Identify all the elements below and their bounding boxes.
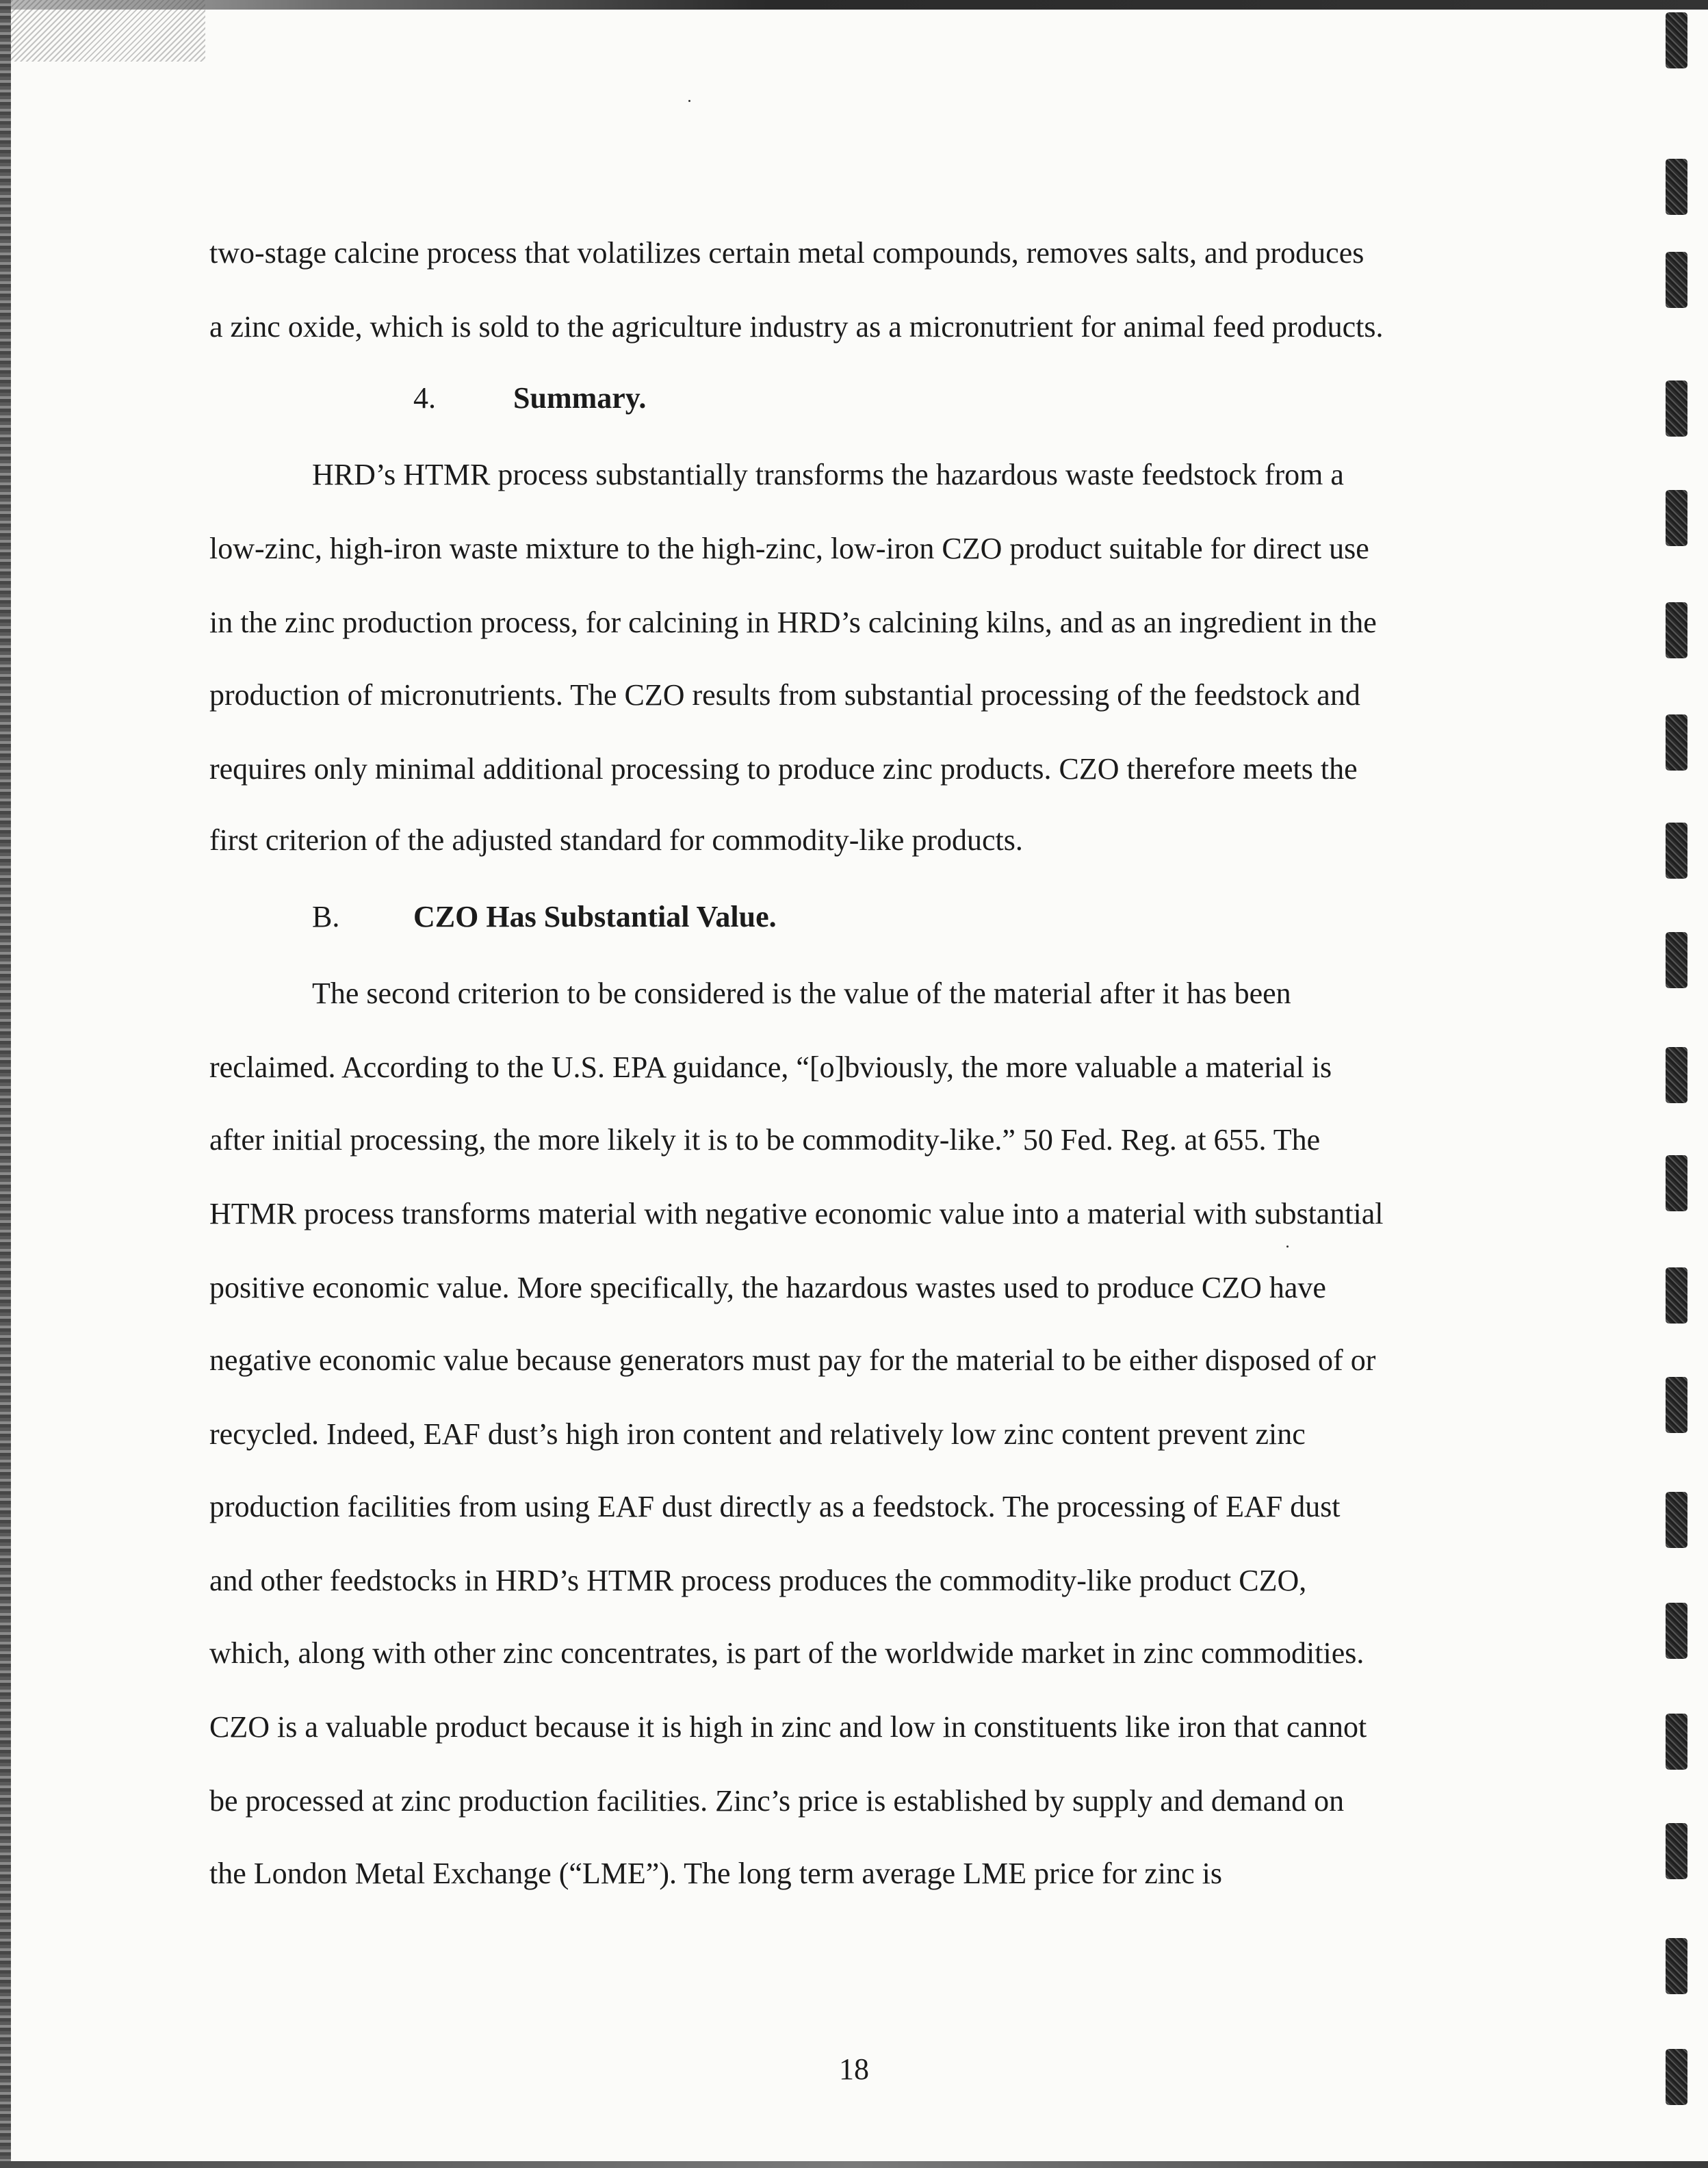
paragraph-line: a zinc oxide, which is sold to the agriculture industry as a micronutrient for animal feed products. (209, 310, 1384, 344)
paragraph-line: be processed at zinc production facilities. Zinc’s price is established by supply and demand on (209, 1784, 1345, 1818)
paragraph-line: after initial processing, the more likely it is to be commodity-like.” 50 Fed. Reg. at 655. The (209, 1123, 1321, 1157)
paragraph-line: low-zinc, high-iron waste mixture to the high-zinc, low-iron CZO product suitable for direct use (209, 532, 1369, 565)
paragraph-line: reclaimed. According to the U.S. EPA guidance, “[o]bviously, the more valuable a material is (209, 1050, 1332, 1084)
paragraph-line: CZO is a valuable product because it is high in zinc and low in constituents like iron that cannot (209, 1710, 1367, 1744)
paragraph-line: HRD’s HTMR process substantially transforms the hazardous waste feedstock from a (312, 458, 1344, 491)
section-heading: CZO Has Substantial Value. (413, 900, 777, 933)
page-number: 18 (839, 2052, 869, 2086)
paragraph-line: production of micronutrients. The CZO results from substantial processing of the feedstock and (209, 678, 1360, 712)
section-number: B. (312, 900, 340, 933)
section-heading: Summary. (513, 381, 647, 415)
paragraph-line: which, along with other zinc concentrates, is part of the worldwide market in zinc commodities. (209, 1636, 1364, 1670)
paragraph-line: recycled. Indeed, EAF dust’s high iron content and relatively low zinc content prevent zinc (209, 1417, 1306, 1451)
paragraph-line: negative economic value because generators must pay for the material to be either disposed of or (209, 1343, 1376, 1377)
paragraph-line: HTMR process transforms material with negative economic value into a material with substantial (209, 1197, 1384, 1230)
paragraph-line: first criterion of the adjusted standard for commodity-like products. (209, 823, 1023, 857)
paragraph-line: requires only minimal additional processing to produce zinc products. CZO therefore meets the (209, 752, 1358, 786)
paragraph-line: The second criterion to be considered is the value of the material after it has been (312, 977, 1291, 1010)
paragraph-line: two-stage calcine process that volatilizes certain metal compounds, removes salts, and produces (209, 236, 1364, 270)
paragraph-line: production facilities from using EAF dust directly as a feedstock. The processing of EAF dust (209, 1490, 1341, 1523)
paragraph-line: positive economic value. More specifically, the hazardous wastes used to produce CZO have (209, 1271, 1326, 1304)
paragraph-line: in the zinc production process, for calcining in HRD’s calcining kilns, and as an ingredient in the (209, 606, 1377, 639)
section-number: 4. (413, 381, 436, 415)
paragraph-line: the London Metal Exchange (“LME”). The long term average LME price for zinc is (209, 1857, 1222, 1890)
paragraph-line: and other feedstocks in HRD’s HTMR process produces the commodity-like product CZO, (209, 1564, 1307, 1597)
